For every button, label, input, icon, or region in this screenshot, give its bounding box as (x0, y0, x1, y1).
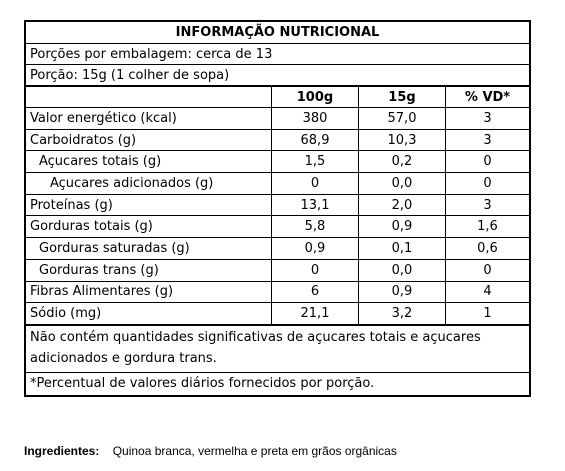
header-empty-cell (26, 87, 271, 107)
ingredients-line (24, 444, 397, 458)
value-15g: 0,1 (358, 238, 445, 259)
nutrient-name: Açucares totais (g) (39, 154, 162, 170)
value-vd: 0 (445, 151, 529, 172)
value-vd: 4 (445, 282, 529, 303)
value-vd: 3 (445, 108, 529, 129)
nutrient-name: Proteínas (g) (30, 197, 113, 213)
table-row (26, 172, 529, 194)
value-100g: 21,1 (271, 303, 358, 324)
nutrient-name: Gorduras trans (g) (39, 262, 159, 278)
nutrient-name: Açucares adicionados (g) (50, 175, 214, 191)
value-15g: 0,2 (358, 151, 445, 172)
value-15g: 0,0 (358, 260, 445, 281)
value-15g: 10,3 (358, 130, 445, 151)
value-vd: 0,6 (445, 238, 529, 259)
ingredients-label: Ingredientes: (24, 444, 100, 458)
table-note: Não contém quantidades significativas de açucares totais e açucares adicionados e gordura trans. (26, 324, 529, 372)
value-100g: 13,1 (271, 195, 358, 216)
value-100g: 1,5 (271, 151, 358, 172)
value-100g: 6 (271, 282, 358, 303)
header-vd: % VD* (445, 87, 529, 107)
nutrient-name: Fibras Alimentares (g) (30, 284, 174, 300)
nutrient-name: Sódio (mg) (30, 306, 102, 322)
header-100g: 100g (271, 87, 358, 107)
table-row (26, 107, 529, 129)
value-vd: 3 (445, 195, 529, 216)
nutrient-name: Valor energético (kcal) (30, 110, 177, 126)
value-vd: 1,6 (445, 216, 529, 237)
nutrient-name: Carboidratos (g) (30, 132, 137, 148)
value-vd: 0 (445, 260, 529, 281)
nutrient-name: Gorduras saturadas (g) (39, 240, 190, 256)
value-100g: 68,9 (271, 130, 358, 151)
ingredients-text: Quinoa branca, vermelha e preta em grãos orgânicas (112, 444, 397, 458)
value-15g: 3,2 (358, 303, 445, 324)
servings-per-package: Porções por embalagem: cerca de 13 (26, 43, 529, 64)
value-15g: 0,0 (358, 173, 445, 194)
value-100g: 0 (271, 260, 358, 281)
nutrition-facts-table (24, 20, 531, 397)
value-15g: 57,0 (358, 108, 445, 129)
table-header-row (26, 85, 529, 107)
value-100g: 0 (271, 173, 358, 194)
table-row (26, 237, 529, 259)
value-100g: 0,9 (271, 238, 358, 259)
table-row (26, 194, 529, 216)
value-100g: 5,8 (271, 216, 358, 237)
value-vd: 1 (445, 303, 529, 324)
value-15g: 2,0 (358, 195, 445, 216)
table-row (26, 129, 529, 151)
value-vd: 3 (445, 130, 529, 151)
nutrient-name: Gorduras totais (g) (30, 219, 153, 235)
serving-size: Porção: 15g (1 colher de sopa) (26, 64, 529, 85)
header-15g: 15g (358, 87, 445, 107)
table-row (26, 259, 529, 281)
value-15g: 0,9 (358, 216, 445, 237)
value-100g: 380 (271, 108, 358, 129)
table-row (26, 215, 529, 237)
table-footnote: *Percentual de valores diários fornecidos por porção. (26, 372, 529, 395)
value-vd: 0 (445, 173, 529, 194)
table-row (26, 302, 529, 324)
table-row (26, 150, 529, 172)
value-15g: 0,9 (358, 282, 445, 303)
table-row (26, 281, 529, 303)
table-title: INFORMAÇÃO NUTRICIONAL (175, 25, 380, 40)
